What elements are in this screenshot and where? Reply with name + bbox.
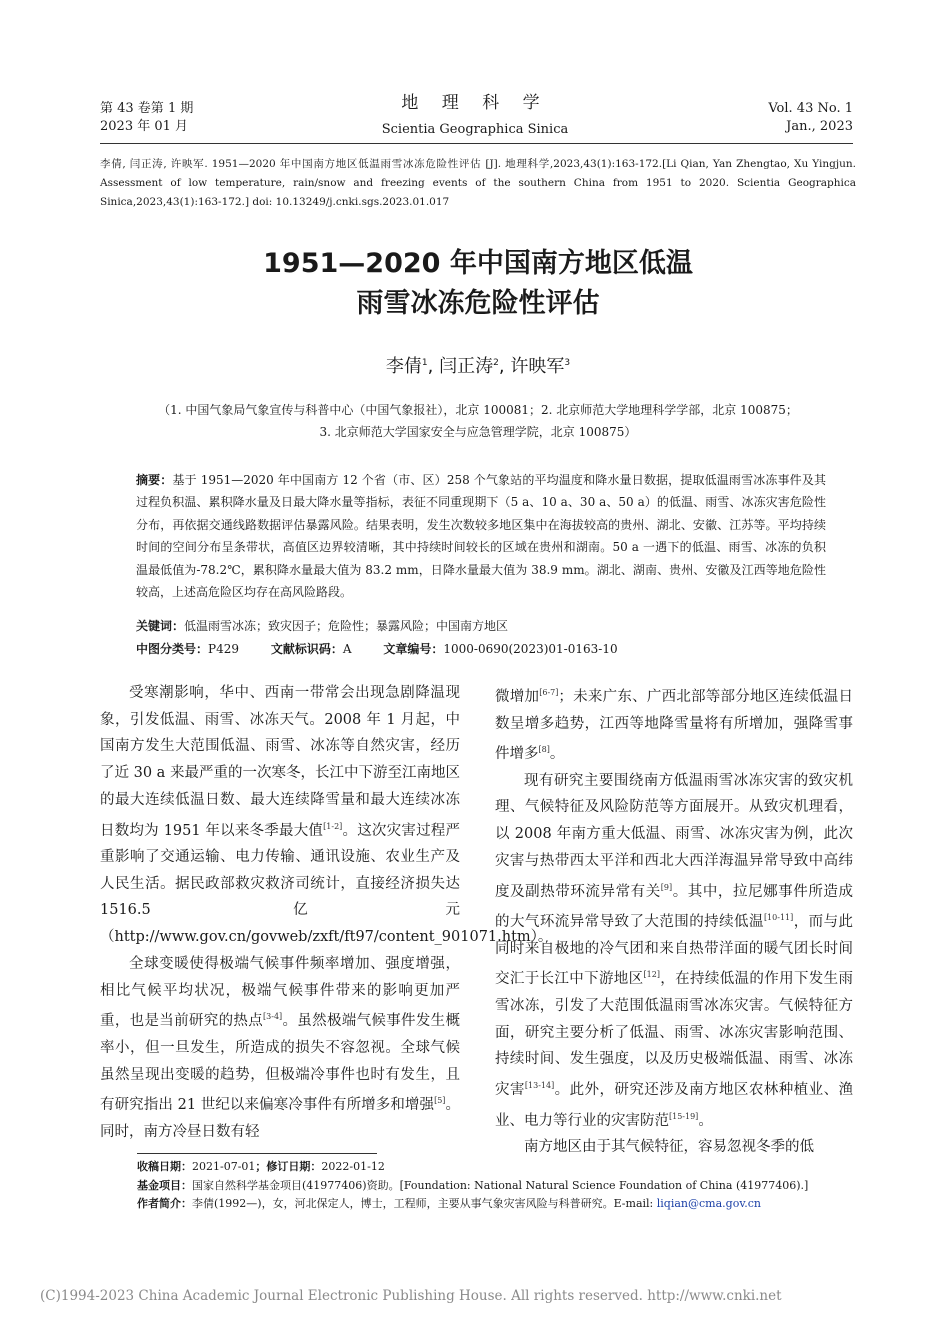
bio-text: 李倩(1992—)，女，河北保定人，博士，工程师，主要从事气象灾害风险与科普研究。E-mail: [192, 1197, 657, 1210]
paragraph: 全球变暖使得极端气候事件频率增加、强度增强，相比气候平均状况，极端气候事件带来的影响更加严重，也是当前研究的热点[3-4]。虽然极端气候事件发生概率小，但一旦发生，所造成的损失不容忽视。全球气候虽然呈现出变暖的趋势，但极端冷事件也时有发生，且有研究指出 21 世纪以来偏寒冷事件有所增多和增强[5]。同时，南方冷昼日数有轻 [100, 955, 461, 1140]
date-cn: 2023 年 01 月 [100, 119, 189, 134]
paragraph: 现有研究主要围绕南方低温雨雪冰冻灾害的致灾机理、气候特征及风险防范等方面展开。从致灾机理看，以 2008 年南方重大低温、雨雪、冰冻灾害为例，此次灾害与热带西太平洋和西北大西洋海温异常导致中高纬度及副热带环流异常有关[9]。其中，拉尼娜事件所造成的大气环流异常导致了大范围的持续低温[10-11]，而与此同时来自极地的冷气团和来自热带洋面的暖气团长时间交汇于长江中下游地区[12]，在持续低温的作用下发生雨雪冰冻，引发了大范围低温雨雪冰冻灾害。气候特征方面，研究主要分析了低温、雨雪、冰冻灾害影响范围、持续时间、发生强度，以及历史极端低温、雨雪、冰冻灾害[13-14]。此外，研究还涉及南方地区农林种植业、渔业、电力等行业的灾害防范[15-19]。 [495, 772, 854, 1129]
footnotes [137, 1158, 857, 1214]
reference[interactable]: [9] [660, 882, 673, 892]
doc-code-value: A [342, 642, 352, 656]
title-line-1: 1951—2020 年中国南方地区低温 [263, 248, 693, 279]
paragraph: 微增加[6-7]；未来广东、广西北部等部分地区连续低温日数呈增多趋势，江西等地降雪量将有所增加，强降雪事件增多[8]。 [495, 688, 853, 763]
fund-text: 国家自然科学基金项目(41977406)资助。[Foundation: National Natural Science Foundation of China (41977406).] [192, 1178, 809, 1192]
abstract-label: 摘要： [136, 473, 173, 487]
header-volume-en [768, 100, 853, 136]
body-column-right [495, 680, 853, 1161]
reference[interactable]: [3-4] [263, 1012, 283, 1022]
paragraph: 南方地区由于其气候特征，容易忽视冬季的低 [524, 1139, 814, 1156]
reference[interactable]: [13-14] [524, 1080, 555, 1090]
clc-value: P429 [208, 642, 239, 656]
author-2: 闫正涛 [439, 356, 494, 377]
volume-en: Vol. 43 No. 1 [768, 101, 853, 116]
footnote-divider [137, 1153, 377, 1154]
author-2-affil: 2 [493, 358, 499, 368]
keywords [136, 615, 826, 637]
abstract-text: 基于 1951—2020 年中国南方 12 个省（市、区）258 个气象站的平均温度和降水量日数据，提取低温雨雪冰冻事件及其过程负积温、累积降水量及日最大降水量等指标，表征不同重现期下（5 a、10 a、30 a、50 a）的低温、雨雪、冰冻灾害危险性分布，再依据交通线路数据评估暴露风险。结果表明，发生次数较多地区集中在海拔较高的贵州、湖北、安徽、江苏等。平均持续时间的空间分布呈条带状，高值区边界较清晰，其中持续时间较长的区域在贵州和湖南。50 a 一遇下的低温、雨雪、冰冻的负积温最低值为-78.2℃，累积降水量最大值为 83.2 mm，日降水量最大值为 38.9 mm。湖北、湖南、贵州、安徽及江西等地危险性较高，上述高危险区均存在高风险路段。 [136, 473, 826, 600]
keywords-text: 低温雨雪冰冻；致灾因子；危险性；暴露风险；中国南方地区 [184, 619, 509, 633]
affiliation-line-2: 3. 北京师范大学国家安全与应急管理学院，北京 100875） [319, 425, 637, 439]
journal-name [350, 92, 600, 140]
reference[interactable]: [1-2] [323, 821, 343, 831]
received-date: 2021-07-01 [192, 1160, 256, 1173]
author-sep: , [498, 356, 505, 377]
author-1: 李倩 [385, 356, 422, 377]
author-email-link[interactable]: liqian@cma.gov.cn [656, 1197, 761, 1210]
revised-date: 2022-01-12 [321, 1160, 385, 1173]
author-list [100, 352, 856, 378]
author-1-affil: 1 [421, 358, 428, 368]
bio-line: 作者简介：李倩(1992—)，女，河北保定人，博士，工程师，主要从事气象灾害风险与科普研究。E-mail: liqian@cma.gov.cn [137, 1197, 761, 1210]
copyright-footer: (C)1994-2023 China Academic Journal Electronic Publishing House. All rights reserved. http://www.cnki.net [40, 1288, 782, 1304]
author-3: 许映军 [510, 356, 565, 377]
citation: 李倩, 闫正涛, 许映军. 1951—2020 年中国南方地区低温雨雪冰冻危险性评估 [J]. 地理科学,2023,43(1):163-172.[Li Qian, Yan Zhengtao, Xu Yingjun. Assessment of low temperature, rain/snow and freezing events of the southern China from 1951 to 2020. Scientia Geographica Sinica,2023,43(1):163-172.] doi: 10.13249/j.cnki.sgs.2023.01.017 [100, 158, 856, 208]
article-id-value: 1000-0690(2023)01-0163-10 [443, 642, 618, 656]
reference[interactable]: [8] [538, 745, 550, 755]
header-volume-issue [100, 100, 193, 136]
reference[interactable]: [15-19] [669, 1111, 699, 1121]
reference[interactable]: [5] [434, 1096, 446, 1106]
author-sep: , [427, 356, 434, 377]
affiliation-line-1: （1. 中国气象局气象宣传与科普中心（中国气象报社），北京 100081；2. 北京师范大学地理科学学部，北京 100875； [158, 403, 798, 417]
paragraph: 受寒潮影响，华中、西南一带常会出现急剧降温现象，引发低温、雨雪、冰冻天气。2008 年 1 月起，中国南方发生大范围低温、雨雪、冰冻等自然灾害，经历了近 30 a 来最严重的一次寒冬，长江中下游至江南地区的最大连续低温日数、最大连续降雪量和最大连续冰冻日数均为 1951 年以来冬季最大值[1-2]。这次灾害过程严重影响了交通运输、电力传输、通讯设施、农业生产及人民生活。据民政部救灾救济司统计，直接经济损失达 1516.5 亿元（http://www.gov.cn/govweb/zxft/ft97/content_901071.htm）。 [100, 685, 553, 946]
volume-cn: 第 43 卷第 1 期 [100, 101, 194, 116]
journal-title-cn: 地 理 科 学 [401, 93, 549, 113]
journal-title-en: Scientia Geographica Sinica [381, 122, 569, 137]
reference[interactable]: [12] [643, 970, 660, 980]
article-id-label: 文章编号： [383, 642, 444, 656]
doc-code-label: 文献标识码： [270, 642, 343, 656]
keywords-label: 关键词： [136, 619, 185, 633]
reference[interactable]: [6-7] [539, 688, 559, 697]
classification-codes [136, 638, 826, 660]
title-line-2: 雨雪冰冻危险性评估 [356, 288, 600, 319]
affiliations [100, 399, 856, 443]
fund-line: 基金项目：国家自然科学基金项目(41977406)资助。[Foundation: National Natural Science Foundation of China (41977406).] [137, 1178, 809, 1192]
clc-label: 中图分类号： [136, 642, 209, 656]
date-en: Jan., 2023 [786, 119, 853, 134]
header-divider [100, 143, 853, 144]
dates-line: 收稿日期：2021-07-01；修订日期：2022-01-12 [137, 1160, 385, 1173]
author-3-affil: 3 [564, 358, 571, 368]
paper-title [100, 244, 856, 324]
reference[interactable]: [10-11] [763, 913, 794, 923]
abstract [136, 469, 826, 603]
